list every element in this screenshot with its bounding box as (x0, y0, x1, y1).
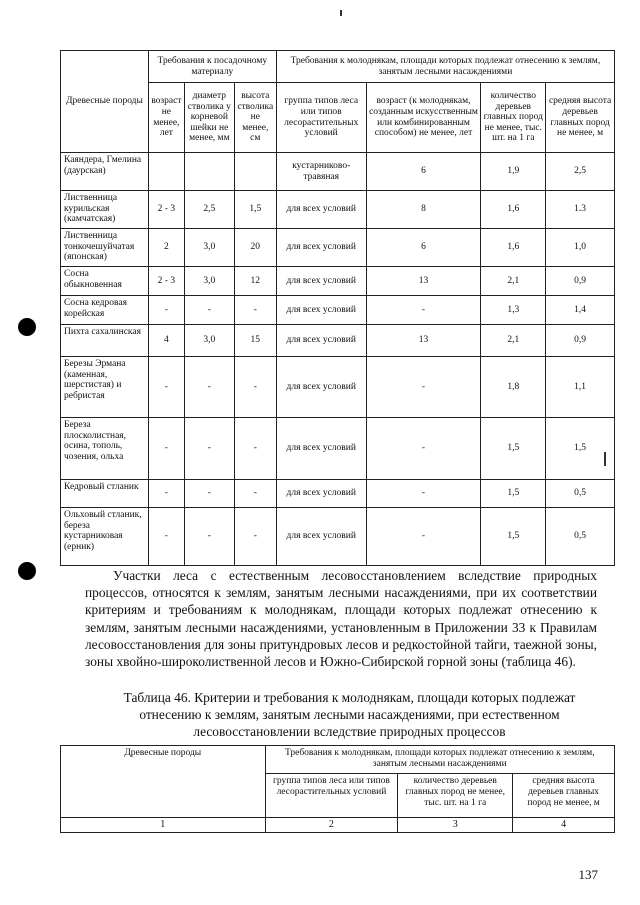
table-row: Березы Эрмана (каменная, шерстистая) и ребристая - - - для всех условий - 1,8 1,1 (61, 357, 615, 418)
cell-species: Лиственница курильская (камчатская) (61, 191, 149, 229)
table-row: Лиственница тонкочешуйчатая (японская) 2 3,0 20 для всех условий 6 1,6 1,0 (61, 229, 615, 267)
header-tree-count: количество деревьев главных пород не менее, тыс. шт. на 1 га (481, 83, 546, 153)
column-number: 3 (398, 818, 513, 833)
header-age: возраст не менее, лет (148, 83, 184, 153)
column-number: 2 (265, 818, 398, 833)
header-diameter: диаметр стволика у корневой шейки не менее, мм (184, 83, 234, 153)
header-planting-material: Требования к посадочному материалу (148, 51, 276, 83)
header-tree-count: количество деревьев главных пород не менее, тыс. шт. на 1 га (398, 774, 513, 818)
cell-species: Береза плосколистная, осина, тополь, чозения, ольха (61, 418, 149, 480)
header-young-stands: Требования к молоднякам, площади которых подлежат отнесению к землям, занятым лесными насаждениями (265, 746, 614, 774)
table-row: Сосна кедровая корейская - - - для всех условий - 1,3 1,4 (61, 296, 615, 325)
column-number: 4 (513, 818, 615, 833)
page-number: 137 (578, 867, 598, 882)
table-row: Кедровый стланик - - - для всех условий - 1,5 0,5 (61, 480, 615, 508)
binder-hole-2 (18, 562, 36, 580)
header-species: Древесные породы (61, 51, 149, 153)
header-height: высота стволика не менее, см (234, 83, 276, 153)
table-row: Ольховый стланик, береза кустарниковая (ерник) - - - для всех условий - 1,5 0,5 (61, 508, 615, 566)
column-number: 1 (61, 818, 266, 833)
cell-species: Пихта сахалинская (61, 325, 149, 357)
cell-species: Каяндера, Гмелина (даурская) (61, 153, 149, 191)
header-forest-group: группа типов леса или типов лесорастительных условий (265, 774, 398, 818)
cell-species: Кедровый стланик (61, 480, 149, 508)
header-young-age: возраст (к молоднякам, созданным искусственным или комбинированным способом) не менее, лет (366, 83, 481, 153)
table-row: Береза плосколистная, осина, тополь, чозения, ольха - - - для всех условий - 1,5 1,5 (61, 418, 615, 480)
table-row (61, 818, 615, 833)
cell-species: Сосна обыкновенная (61, 267, 149, 296)
table-row: Каяндера, Гмелина (даурская) кустарниково-травяная 6 1,9 2,5 (61, 153, 615, 191)
header-young-stands: Требования к молоднякам, площади которых подлежат отнесению к землям, занятым лесными насаждениями (276, 51, 614, 83)
table-row: Лиственница курильская (камчатская) 2 - 3 2,5 1,5 для всех условий 8 1,6 1.3 (61, 191, 615, 229)
binder-hole-1 (18, 318, 36, 336)
table-caption: Таблица 46. Критерии и требования к молоднякам, площади которых подлежат отнесению к землям, занятым лесными насаждениями, при естественном лесовосстановлении вследствие природных процессов (123, 690, 576, 739)
header-avg-height: средняя высота деревьев главных пород не менее, м (513, 774, 615, 818)
cell-species: Сосна кедровая корейская (61, 296, 149, 325)
cell-species: Ольховый стланик, береза кустарниковая (ерник) (61, 508, 149, 566)
requirements-table (60, 50, 615, 566)
table-row: Сосна обыкновенная 2 - 3 3,0 12 для всех условий 13 2,1 0,9 (61, 267, 615, 296)
header-species: Древесные породы (61, 746, 266, 818)
cell-species: Лиственница тонкочешуйчатая (японская) (61, 229, 149, 267)
scan-speck (340, 10, 342, 16)
body-paragraph: Участки леса с естественным лесовосстановлением вследствие природных процессов, относятся к землям, занятым лесными насаждениями, при их соответствии критериям и требованиям к молоднякам, площади которых подлежат отнесению к землям, занятым лесными насаждениями, установленным в Приложении 33 к Правилам лесовосстановления для зоны притундровых лесов и редкостойной тайги, таежной зоны, зоны хвойно-широколиственной лесов и Южно-Сибирской горной зоны (таблица 46). (85, 568, 597, 670)
cell-species: Березы Эрмана (каменная, шерстистая) и ребристая (61, 357, 149, 418)
header-forest-group: группа типов леса или типов лесорастительных условий (276, 83, 366, 153)
header-avg-height: средняя высота деревьев главных пород не менее, м (546, 83, 615, 153)
criteria-table-46 (60, 745, 615, 833)
table-row: Пихта сахалинская 4 3,0 15 для всех условий 13 2,1 0,9 (61, 325, 615, 357)
